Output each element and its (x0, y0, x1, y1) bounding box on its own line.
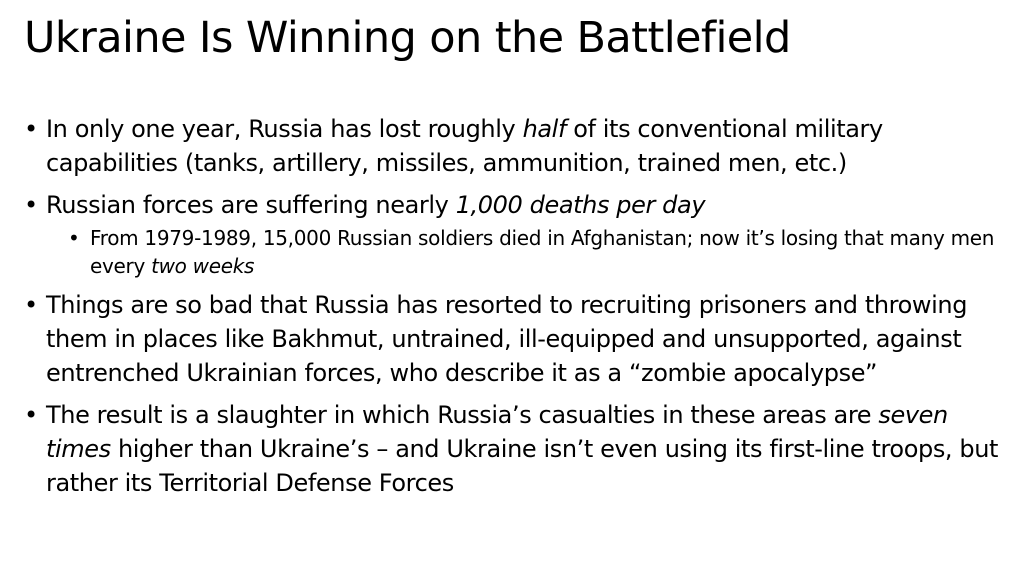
bullet-text: Things are so bad that Russia has resorted to recruiting prisoners and throwing them in places like Bakhmut, untrained, ill-equipped and unsupported, against entrenched Ukrainian forces, who describe it as a “zombie apocalypse” (46, 291, 968, 387)
bullet-emphasis: seven times (46, 401, 948, 463)
bullet-emphasis: half (522, 115, 566, 143)
bullet-text: higher than Ukraine’s – and Ukraine isn’t even using its first-line troops, but rather its Territorial Defense Forces (46, 435, 999, 497)
sub-bullet-text: From 1979-1989, 15,000 Russian soldiers died in Afghanistan; now it’s losing that many men every (90, 226, 995, 278)
sub-bullet-item (68, 224, 1004, 280)
bullet-item (24, 398, 1004, 500)
sub-bullet-list (46, 224, 1004, 280)
slide-title: Ukraine Is Winning on the Battlefield (24, 13, 791, 63)
bullet-text: of its conventional military capabilities (tanks, artillery, missiles, ammunition, trained men, etc.) (46, 115, 883, 177)
sub-bullet-emphasis: two weeks (151, 254, 255, 278)
bullet-item (24, 288, 1004, 390)
bullet-item (24, 112, 1004, 180)
bullet-text: In only one year, Russia has lost roughly (46, 115, 523, 143)
bullet-list (24, 112, 1004, 508)
bullet-emphasis: 1,000 deaths per day (455, 191, 706, 219)
bullet-text: The result is a slaughter in which Russia’s casualties in these areas are (46, 401, 879, 429)
bullet-text: Russian forces are suffering nearly (46, 191, 456, 219)
bullet-item (24, 188, 1004, 280)
